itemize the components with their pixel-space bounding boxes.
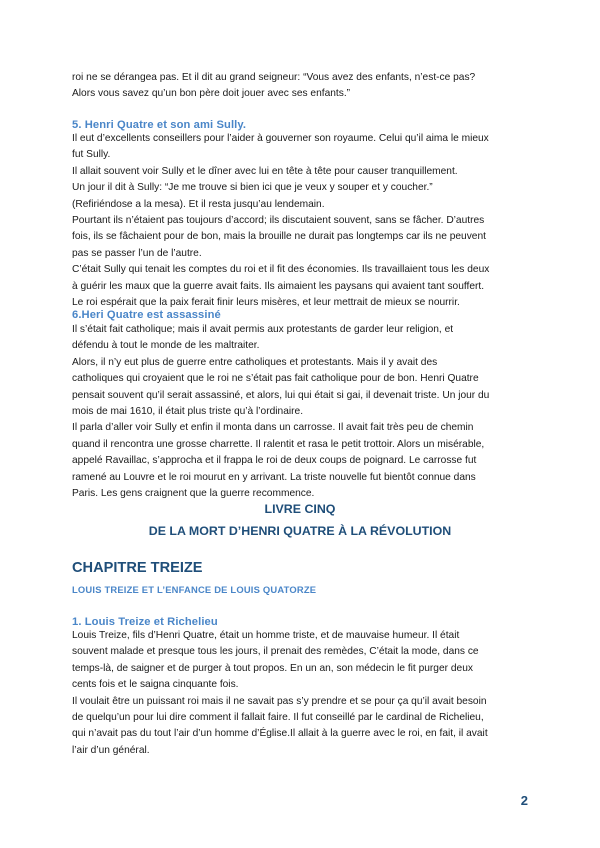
text-line: mois de mai 1610, il était plus triste qu’à l’ordinaire. xyxy=(72,406,304,418)
text-line: l’air d’un général. xyxy=(72,744,150,756)
book-title-line: DE LA MORT D’HENRI QUATRE À LA RÉVOLUTION xyxy=(148,524,452,538)
text-line: Il allait souvent voir Sully et le dîner avec lui en tête à tête pour causer tranquillement. xyxy=(72,165,458,177)
text-line: défendu à tout le monde de les maltraiter. xyxy=(72,340,260,352)
text-line: Il s’était fait catholique; mais il avait permis aux protestants de garder leur religion, et xyxy=(72,324,454,335)
text-line: souvent malade et presque tous les jours, il prenait des remèdes, C’était la mode, dans ce xyxy=(72,646,479,658)
page-number: 2 xyxy=(520,793,528,808)
text-line: C’était Sully qui tenait les comptes du roi et il fit des économies. Ils travaillaient tous les deux xyxy=(72,264,490,276)
text-line: Pourtant ils n’étaient pas toujours d’accord; ils discutaient souvent, sans se fâcher. D’autres xyxy=(72,215,485,227)
text-line: Alors, il n’y eut plus de guerre entre catholiques et protestants. Mais il y avait des xyxy=(72,356,438,368)
text-line: Un jour il dit à Sully: “Je me trouve si bien ici que je veux y souper et y coucher.” xyxy=(72,182,433,194)
text-line: Il parla d’aller voir Sully et enfin il monta dans un carrosse. Il avait fait très peu de chemin xyxy=(72,422,474,434)
text-line: (Refiriéndose a la mesa). Et il resta jusqu’au lendemain. xyxy=(72,198,325,210)
text-line: fut Sully. xyxy=(72,149,111,161)
text-line: de quelqu’un pour lui dire comment il fallait faire. Il fut conseillé par le cardinal de Richelieu, xyxy=(72,712,484,724)
section-heading: 5. Henri Quatre et son ami Sully. xyxy=(72,119,247,131)
text-line: temps-là, de saigner et de purger à tout propos. En un an, son médecin le fit purger deux xyxy=(72,662,473,674)
text-line: Alors vous savez qu’un bon père doit jouer avec ses enfants.” xyxy=(72,88,351,100)
text-line: pas se passer l’un de l’autre. xyxy=(72,247,202,259)
section-body xyxy=(72,628,542,759)
section-body xyxy=(72,131,542,311)
section-heading: 1. Louis Treize et Richelieu xyxy=(72,616,218,628)
text-line: catholiques qui croyaient que le roi ne s’était pas fait catholique pour de bon. Henri Quatre xyxy=(72,373,479,385)
text-line: cents fois et le saigna cinquante fois. xyxy=(72,679,239,691)
paragraph-continuation xyxy=(72,70,542,103)
chapter-title: CHAPITRE TREIZE xyxy=(72,560,203,576)
text-line: roi ne se dérangea pas. Et il dit au grand seigneur: “Vous avez des enfants, n’est-ce pas? xyxy=(72,72,476,83)
text-line: Il eut d’excellents conseillers pour l’aider à gouverner son royaume. Celui qu’il aima le mieux xyxy=(72,133,489,144)
text-line: Paris. Les gens craignent que la guerre recommence. xyxy=(72,488,315,500)
text-line: fois, ils se fâchaient pour de bon, mais la brouille ne durait pas longtemps car ils ne peuvent xyxy=(72,231,486,243)
text-line: ramené au Louvre et le roi mourut en y arrivant. La triste nouvelle fut bientôt connue dans xyxy=(72,471,476,483)
text-line: pensait souvent qu’il serait assassiné, et alors, lui qui était si gai, il devenait triste. Un jour du xyxy=(72,389,490,401)
text-line: appelé Ravaillac, s’approcha et il frappa le roi de deux coups de poignard. Le carrosse fut xyxy=(72,455,477,467)
text-line: Le roi espérait que la paix ferait finir leurs misères, et leur mettrait de mieux se nourrir. xyxy=(72,297,460,309)
text-line: Il voulait être un puissant roi mais il ne savait pas s’y prendre et se pour ça qu’il avait besoin xyxy=(72,695,487,707)
section-body xyxy=(72,322,542,502)
text-line: Louis Treize, fils d’Henri Quatre, était un homme triste, et de mauvaise humeur. Il était xyxy=(72,630,460,641)
book-title-line: LIVRE CINQ xyxy=(264,502,336,516)
text-line: quand il rencontra une grosse charrette. Il ralentit et rasa le petit trottoir. Alors un misérable, xyxy=(72,438,485,450)
text-line: qui n’avait pas du tout l’air d’un homme d’Église.Il allait à la guerre avec le roi, en fait, il avait xyxy=(72,728,488,740)
chapter-subtitle: LOUIS TREIZE ET L’ENFANCE DE LOUIS QUATORZE xyxy=(72,584,317,595)
section-heading: 6.Heri Quatre est assassiné xyxy=(72,309,221,321)
text-line: à guérir les maux que la guerre avait faits. Ils aimaient les paysans qui avaient tant souffert. xyxy=(72,280,485,292)
book-title xyxy=(72,500,528,540)
